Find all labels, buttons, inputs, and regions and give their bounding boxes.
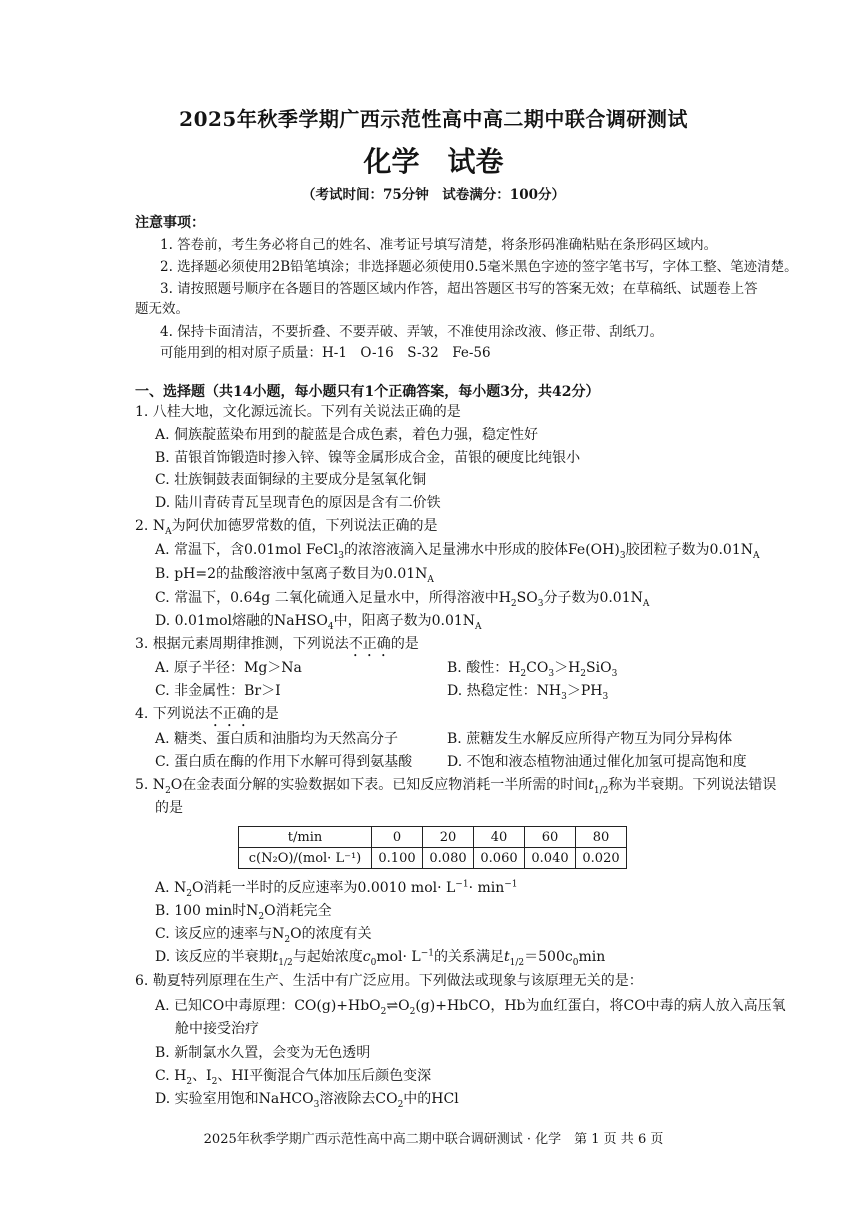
table-header-cell: t/min [239, 827, 372, 848]
question-2-option-d: D. 0.01mol熔融的NaHSO$_4$中，阳离子数为$0.01N_A$ [155, 613, 482, 632]
question-3-stem: 3. 根据元素周期律推测，下列说法不正确的是 [135, 636, 419, 652]
notice-item-1: 1. 答卷前，考生务必将自己的姓名、准考证号填写清楚，将条形码准确粘贴在条形码区域内。 [160, 237, 718, 253]
question-2-option-c: C. 常温下，0.64g 二氧化硫通入足量水中，所得溶液中$H_2SO_3$分子数为$0.01N_A$ [155, 590, 650, 609]
question-5-option-c: C. 该反应的速率与$N_2O$的浓度有关 [155, 926, 372, 945]
question-2-option-a: A. 常温下，含0.01mol FeCl$_3$的浓溶液滴入足量沸水中形成的胶体$Fe(OH)_3$胶团粒子数为$0.01N_A$ [155, 542, 760, 561]
decomposition-data-table [238, 826, 627, 869]
exam-title: 2025年秋季学期广西示范性高中高二期中联合调研测试 [179, 107, 688, 131]
table-cell: 0.040 [525, 848, 576, 869]
subject-title: 化学 试卷 [363, 145, 504, 178]
question-2-stem: 2. $N_A$为阿伏加德罗常数的值，下列说法正确的是 [135, 518, 438, 537]
page-footer: 2025年秋季学期广西示范性高中高二期中联合调研测试 · 化学 第 1 页 共 6 页 [203, 1132, 664, 1147]
notice-item-3: 3. 请按照题号顺序在各题目的答题区域内作答，超出答题区书写的答案无效；在草稿纸、试题卷上答 [160, 281, 758, 297]
table-cell: 20 [423, 827, 474, 848]
table-cell: 0 [372, 827, 423, 848]
question-1-option-b: B. 苗银首饰锻造时掺入锌、镍等金属形成合金，苗银的硬度比纯银小 [155, 450, 581, 466]
notice-item-3-cont: 题无效。 [135, 301, 189, 317]
atomic-masses: 可能用到的相对原子质量：H-1 O-16 S-32 Fe-56 [160, 345, 491, 361]
table-cell: 0.020 [576, 848, 627, 869]
notice-item-4: 4. 保持卡面清洁，不要折叠、不要弄破、弄皱，不准使用涂改液、修正带、刮纸刀。 [160, 324, 664, 340]
table-header-cell: c(N₂O)/(mol· L⁻¹) [239, 848, 372, 869]
notice-heading: 注意事项： [135, 215, 205, 231]
question-1-option-c: C. 壮族铜鼓表面铜绿的主要成分是氢氧化铜 [155, 472, 427, 488]
table-cell: 0.060 [474, 848, 525, 869]
question-5-stem: 5. $N_2O$在金表面分解的实验数据如下表。已知反应物消耗一半所需的时间$t_{1/2}$称为半衰期。下列说法错误 [135, 777, 777, 796]
question-5-option-b: B. 100 min时$N_2O$消耗完全 [155, 903, 332, 922]
question-1-stem: 1. 八桂大地，文化源远流长。下列有关说法正确的是 [135, 404, 461, 420]
question-4-option-b: B. 蔗糖发生水解反应所得产物互为同分异构体 [447, 731, 733, 747]
question-6-option-a-cont: 舱中接受治疗 [175, 1021, 259, 1037]
table-cell: 0.100 [372, 848, 423, 869]
question-3-option-b: B. 酸性：$H_2CO_3>H_2SiO_3$ [447, 660, 618, 679]
table-cell: 0.080 [423, 848, 474, 869]
question-6-option-a: A. 已知CO中毒原理：$CO(g)+HbO_2\rightleftharpoons O_2(g)+HbCO$，Hb为血红蛋白，将CO中毒的病人放入高压氧 [155, 998, 786, 1017]
question-5-option-a: A. $N_2O$消耗一半时的反应速率为0.0010 $mol\cdot L^{-1}\cdot \min^{-1}$ [155, 879, 518, 899]
question-4-option-c: C. 蛋白质在酶的作用下水解可得到氨基酸 [155, 754, 413, 770]
section-heading: 一、选择题（共14小题，每小题只有1个正确答案，每小题3分，共42分） [135, 384, 600, 400]
question-4-option-d: D. 不饱和液态植物油通过催化加氢可提高饱和度 [447, 754, 747, 770]
question-3-option-d: D. 热稳定性：$NH_3>PH_3$ [447, 683, 609, 702]
question-4-option-a: A. 糖类、蛋白质和油脂均为天然高分子 [155, 731, 399, 747]
question-6-option-d: D. 实验室用饱和NaHCO$_3$溶液除去$CO_2$中的HCl [155, 1091, 459, 1110]
table-cell: 40 [474, 827, 525, 848]
table-row [239, 827, 627, 848]
exam-info: （考试时间：75分钟 试卷满分：100分） [302, 187, 565, 203]
question-1-option-a: A. 侗族靛蓝染布用到的靛蓝是合成色素，着色力强，稳定性好 [155, 427, 539, 443]
notice-item-2: 2. 选择题必须使用2B铅笔填涂；非选择题必须使用0.5毫米黑色字迹的签字笔书写，字体工整、笔迹清楚。 [160, 259, 798, 275]
question-6-option-c: C. $H_2$、$I_2$、HI平衡混合气体加压后颜色变深 [155, 1068, 432, 1087]
question-5-stem-cont: 的是 [155, 800, 183, 816]
question-4-stem: 4. 下列说法不正确的是 [135, 706, 279, 722]
question-5-option-d: D. 该反应的半衰期$t_{1/2}$与起始浓度$c_0mol\cdot L^{-1}$的关系满足$t_{1/2}=500c_0\min$ [155, 948, 606, 968]
question-3-option-c: C. 非金属性：Br＞I [155, 683, 281, 699]
table-cell: 60 [525, 827, 576, 848]
question-2-option-b: B. pH=2的盐酸溶液中氢离子数目为$0.01N_A$ [155, 566, 434, 585]
question-6-option-b: B. 新制氯水久置，会变为无色透明 [155, 1045, 371, 1061]
question-6-stem: 6. 勒夏特列原理在生产、生活中有广泛应用。下列做法或现象与该原理无关的是： [135, 973, 643, 989]
table-row [239, 848, 627, 869]
question-3-option-a: A. 原子半径：Mg＞Na [155, 660, 302, 676]
question-1-option-d: D. 陆川青砖青瓦呈现青色的原因是含有二价铁 [155, 495, 441, 511]
table-cell: 80 [576, 827, 627, 848]
